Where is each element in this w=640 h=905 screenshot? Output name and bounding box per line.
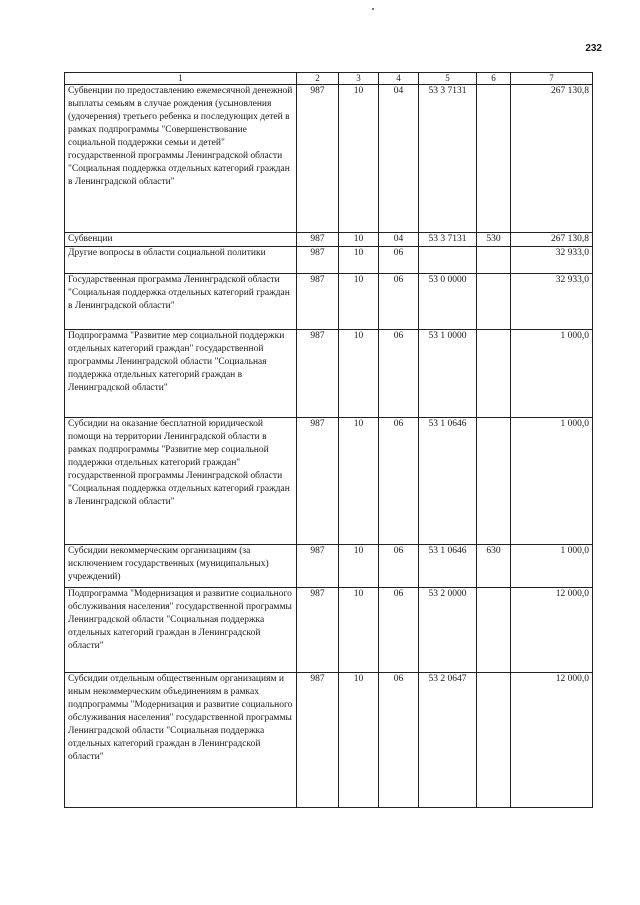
header-row <box>65 73 593 85</box>
row-amount: 267 130,8 <box>511 233 593 247</box>
row-target-code: 53 3 7131 <box>419 233 477 247</box>
row-expense-type <box>477 274 511 330</box>
row-subsection-code: 06 <box>379 673 419 808</box>
row-target-code: 53 0 0000 <box>419 274 477 330</box>
row-ministry-code: 987 <box>297 330 339 418</box>
row-section-code: 10 <box>339 588 379 673</box>
row-name: Субсидии отдельным общественным организациям и иным некоммерческим объединениям в рамках подпрограммы "Модернизация и развитие социального обслуживания населения" государственной программы Ленинградской области "Социальная поддержка отдельных категорий граждан в Ленинградской области" <box>65 673 297 808</box>
row-ministry-code: 987 <box>297 233 339 247</box>
row-name: Подпрограмма "Модернизация и развитие социального обслуживания населения" государственной программы Ленинградской области "Социальная поддержка отдельных категорий граждан в Ленинградской области" <box>65 588 297 673</box>
row-name: Подпрограмма "Развитие мер социальной поддержки отдельных категорий граждан" государственной программы Ленинградской области "Социальная поддержка отдельных категорий граждан в Ленинградской области" <box>65 330 297 418</box>
scan-dot <box>372 8 374 10</box>
row-subsection-code: 06 <box>379 588 419 673</box>
row-section-code: 10 <box>339 418 379 545</box>
budget-table <box>64 72 593 808</box>
row-ministry-code: 987 <box>297 85 339 233</box>
row-name: Государственная программа Ленинградской области "Социальная поддержка отдельных категорий граждан в Ленинградской области" <box>65 274 297 330</box>
row-section-code: 10 <box>339 274 379 330</box>
row-expense-type <box>477 330 511 418</box>
row-section-code: 10 <box>339 85 379 233</box>
row-target-code: 53 2 0000 <box>419 588 477 673</box>
table-row <box>65 274 593 330</box>
header-cell-1: 1 <box>65 73 297 85</box>
row-target-code: 53 1 0000 <box>419 330 477 418</box>
row-amount: 267 130,8 <box>511 85 593 233</box>
row-ministry-code: 987 <box>297 588 339 673</box>
row-target-code: 53 2 0647 <box>419 673 477 808</box>
row-subsection-code: 04 <box>379 85 419 233</box>
row-section-code: 10 <box>339 545 379 588</box>
table-row <box>65 545 593 588</box>
row-target-code: 53 3 7131 <box>419 85 477 233</box>
row-name: Субсидии некоммерческим организациям (за исключением государственных (муниципальных) учреждений) <box>65 545 297 588</box>
table-row <box>65 85 593 233</box>
row-ministry-code: 987 <box>297 418 339 545</box>
row-subsection-code: 06 <box>379 330 419 418</box>
row-ministry-code: 987 <box>297 274 339 330</box>
row-amount: 1 000,0 <box>511 330 593 418</box>
row-section-code: 10 <box>339 233 379 247</box>
row-expense-type <box>477 247 511 274</box>
header-cell-6: 6 <box>477 73 511 85</box>
row-expense-type <box>477 673 511 808</box>
row-subsection-code: 06 <box>379 418 419 545</box>
header-cell-4: 4 <box>379 73 419 85</box>
row-amount: 12 000,0 <box>511 588 593 673</box>
header-cell-7: 7 <box>511 73 593 85</box>
row-name: Субсидии на оказание бесплатной юридической помощи на территории Ленинградской области в рамках подпрограммы "Развитие мер социальной поддержки отдельных категорий граждан" государственной программы Ленинградской области "Социальная поддержка отдельных категорий граждан в Ленинградской области" <box>65 418 297 545</box>
header-cell-2: 2 <box>297 73 339 85</box>
table-row <box>65 233 593 247</box>
row-section-code: 10 <box>339 673 379 808</box>
row-ministry-code: 987 <box>297 545 339 588</box>
row-subsection-code: 04 <box>379 233 419 247</box>
row-name: Другие вопросы в области социальной политики <box>65 247 297 274</box>
row-expense-type: 630 <box>477 545 511 588</box>
row-amount: 1 000,0 <box>511 418 593 545</box>
row-target-code: 53 1 0646 <box>419 418 477 545</box>
row-ministry-code: 987 <box>297 673 339 808</box>
table-row <box>65 673 593 808</box>
row-subsection-code: 06 <box>379 545 419 588</box>
row-expense-type: 530 <box>477 233 511 247</box>
row-name: Субвенции <box>65 233 297 247</box>
row-section-code: 10 <box>339 247 379 274</box>
row-ministry-code: 987 <box>297 247 339 274</box>
table-row <box>65 330 593 418</box>
row-amount: 32 933,0 <box>511 274 593 330</box>
table-row <box>65 588 593 673</box>
row-expense-type <box>477 588 511 673</box>
row-subsection-code: 06 <box>379 274 419 330</box>
header-cell-3: 3 <box>339 73 379 85</box>
row-target-code: 53 1 0646 <box>419 545 477 588</box>
row-amount: 12 000,0 <box>511 673 593 808</box>
header-cell-5: 5 <box>419 73 477 85</box>
row-section-code: 10 <box>339 330 379 418</box>
row-subsection-code: 06 <box>379 247 419 274</box>
row-expense-type <box>477 418 511 545</box>
row-amount: 1 000,0 <box>511 545 593 588</box>
row-target-code <box>419 247 477 274</box>
table-row <box>65 247 593 274</box>
table-row <box>65 418 593 545</box>
page-number: 232 <box>585 43 602 54</box>
row-expense-type <box>477 85 511 233</box>
row-name: Субвенции по предоставлению ежемесячной денежной выплаты семьям в случае рождения (усыновления (удочерения) третьего ребенка и последующих детей в рамках подпрограммы "Совершенствование социальной поддержки семьи и детей" государственной программы Ленинградской области "Социальная поддержка отдельных категорий граждан в Ленинградской области" <box>65 85 297 233</box>
row-amount: 32 933,0 <box>511 247 593 274</box>
